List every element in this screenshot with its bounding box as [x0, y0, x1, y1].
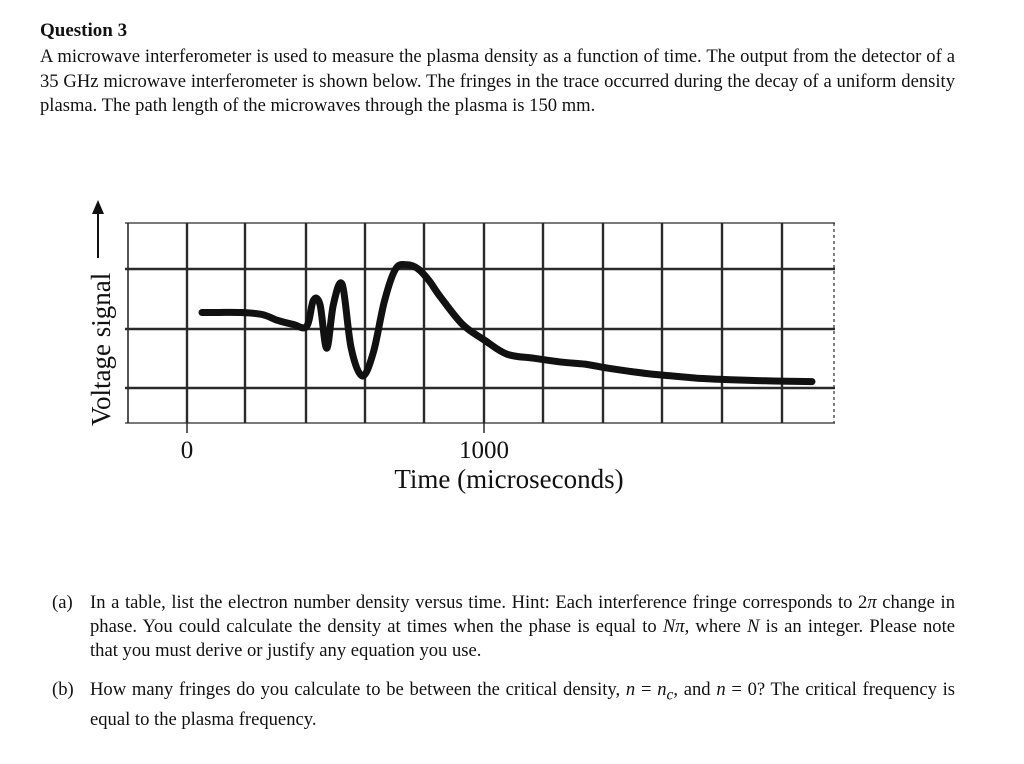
question-title: Question 3	[40, 20, 128, 41]
y-axis-label: Voltage signal	[86, 272, 116, 426]
grid	[125, 223, 835, 423]
x-tick-label-0: 0	[180, 437, 194, 464]
part-a-text: In a table, list the electron number density versus time. Hint: Each interference fringe corresponds to 2π change in phase. You could calculate the density at times when the phase is equal to Nπ, where N is an integer. Please note that you must derive or justify any equation you use.	[90, 592, 956, 661]
question-body: A microwave interferometer is used to measure the plasma density as a function of time. The output from the detector of a 35 GHz microwave interferometer is shown below. The fringes in the trace occurred during the decay of a uniform density plasma. The path length of the microwaves through the plasma is 150 mm.	[40, 46, 955, 116]
part-a-label: (a)	[52, 592, 73, 613]
y-axis-arrow	[92, 200, 104, 258]
x-axis-label: Time (microseconds)	[394, 464, 624, 494]
signal-trace	[202, 264, 812, 381]
part-b-label: (b)	[52, 679, 74, 700]
part-b-text: How many fringes do you calculate to be between the critical density, $n = n_c$, and n = 0? The critical frequency is equal to the plasma frequency.	[90, 679, 956, 730]
part-a	[52, 591, 955, 663]
part-b	[52, 678, 955, 732]
x-tick-label-1000: 1000	[459, 437, 509, 464]
